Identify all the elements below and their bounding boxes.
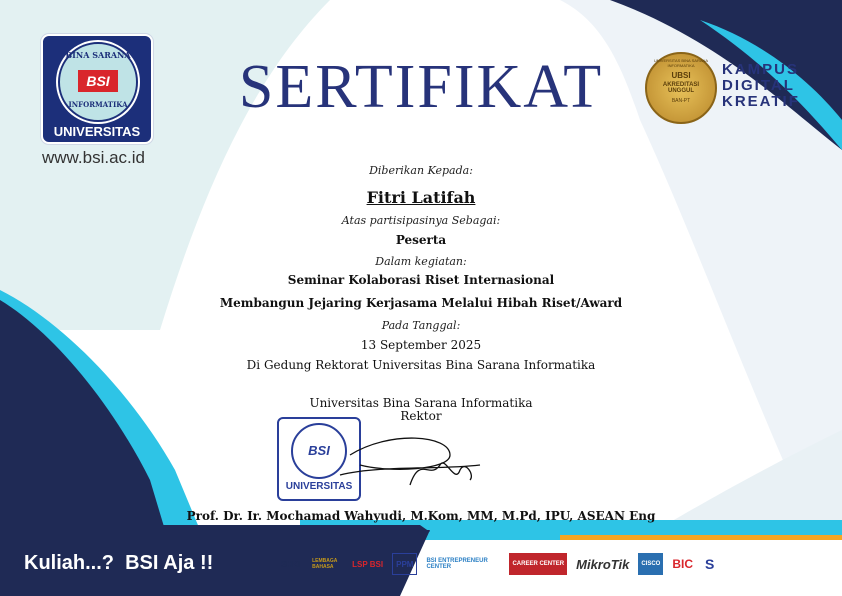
- partner-logo-mikrotik: MikroTik: [576, 556, 630, 572]
- website-url: www.bsi.ac.id: [42, 148, 145, 167]
- recipient-name: Fitri Latifah: [366, 188, 476, 207]
- event-subtitle: Membangun Jejaring Kerjasama Melalui Hibah Riset/Award: [219, 296, 623, 310]
- tagline-line: DIGITAL: [722, 77, 795, 94]
- partner-logo-entrepreneur: BSI ENTREPRENEUR CENTER: [426, 558, 488, 570]
- partner-logo-cisco: CISCO: [638, 553, 663, 575]
- tagline: [722, 62, 800, 110]
- signatory-position: Rektor: [400, 409, 442, 423]
- event-label: Dalam kegiatan:: [375, 255, 467, 268]
- partner-logo-ppm: PPM: [392, 553, 417, 575]
- event-title: Seminar Kolaborasi Riset Internasional: [287, 273, 555, 287]
- stamp-label: UNIVERSITAS: [285, 481, 353, 492]
- logo-text-top: BINA SARANA: [65, 50, 131, 60]
- event-date: 13 September 2025: [360, 338, 482, 352]
- certificate-title: SERTIFIKAT: [238, 53, 604, 121]
- stamp-emblem: BSI: [291, 423, 347, 479]
- signatory-name: Prof. Dr. Ir. Mochamad Wahyudi, M.Kom, MM, M.Pd, IPU, ASEAN Eng: [186, 509, 656, 523]
- logo-label: UNIVERSITAS: [53, 124, 141, 139]
- partner-logo-s: S: [705, 556, 715, 572]
- logo-text-bottom: INFORMATIKA: [68, 100, 128, 109]
- date-label: Pada Tanggal:: [381, 319, 461, 332]
- role-label: Atas partisipasinya Sebagai:: [341, 214, 501, 227]
- seal-line2: UNGGUL: [668, 88, 694, 94]
- partner-logos: [278, 553, 838, 575]
- seal-bottom: BAN-PT: [671, 98, 691, 104]
- tagline-line: KAMPUS: [722, 61, 800, 78]
- partner-logo-lsp: LSP BSI: [352, 559, 384, 569]
- seal-top-text: UNIVERSITAS BINA SARANA INFORMATIKA: [653, 58, 709, 68]
- event-venue: Di Gedung Rektorat Universitas Bina Sarana Informatika: [246, 358, 596, 372]
- footer-slogan: Kuliah...? BSI Aja !!: [24, 552, 214, 574]
- tagline-line: KREATIF: [722, 93, 800, 110]
- role: Peserta: [395, 233, 447, 247]
- logo-mark: BSI: [78, 70, 118, 92]
- signature-scribble: [330, 425, 490, 495]
- seal-mark: UBSI: [671, 71, 691, 80]
- signatory-institution: Universitas Bina Sarana Informatika: [309, 396, 533, 410]
- partner-logo-bic: BIC: [672, 557, 694, 571]
- given-to-label: Diberikan Kepada:: [369, 164, 473, 177]
- seal-line1: AKREDITASI: [662, 82, 700, 88]
- partner-logo-shki: SHKI: [281, 559, 301, 569]
- partner-logo-career-center: CAREER CENTER: [509, 553, 567, 575]
- accreditation-seal: [645, 52, 717, 124]
- partner-logo-lembaga-bahasa: LEMBAGA BAHASA: [312, 558, 338, 570]
